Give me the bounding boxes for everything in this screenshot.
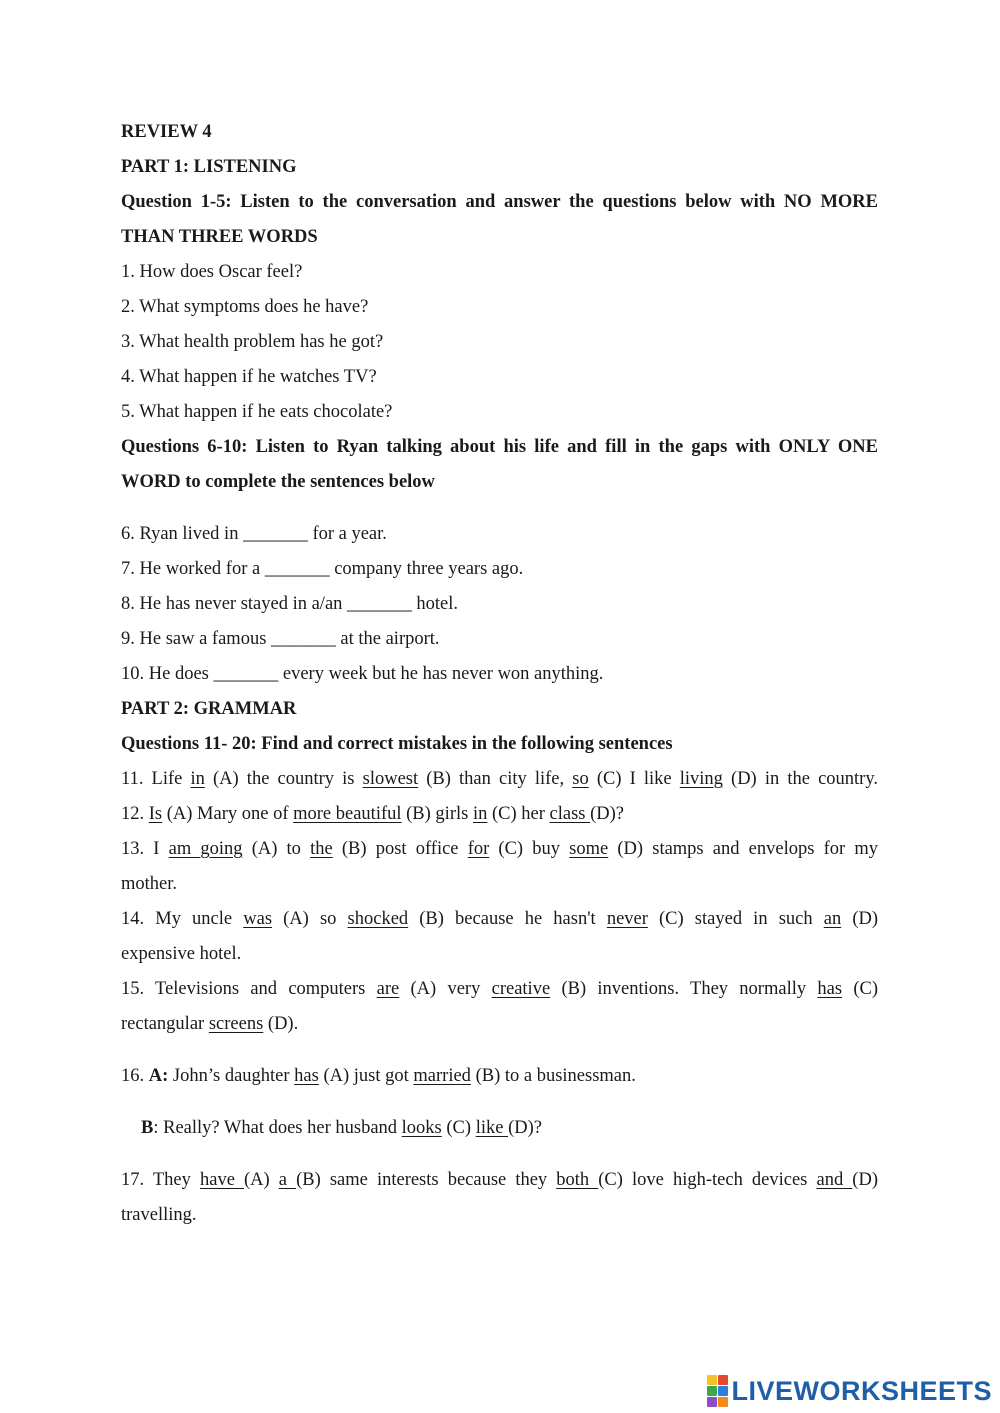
question-13: 13. I am going (A) to the (B) post office for (C) buy some (D) stamps and envelops for my — [121, 839, 878, 859]
speaker-b-label: B — [141, 1118, 154, 1138]
question-15-cont: rectangular screens (D). — [121, 1014, 299, 1034]
q12-option-d: class — [549, 804, 591, 824]
q12-option-a: Is — [148, 804, 163, 824]
question-10: 10. He does _______ every week but he has never won anything. — [121, 664, 604, 684]
q14-option-b: shocked — [347, 909, 409, 929]
q17-option-c: both — [556, 1170, 599, 1190]
question-16-a: 16. A: John’s daughter has (A) just got married (B) to a businessman. — [121, 1066, 636, 1086]
q12-option-c: in — [472, 804, 488, 824]
question-6: 6. Ryan lived in _______ for a year. — [121, 524, 387, 544]
q15-option-d: screens — [208, 1014, 264, 1034]
q6-10-instruction: Questions 6-10: Listen to Ryan talking about his life and fill in the gaps with ONLY ONE — [121, 437, 878, 457]
brand-name: LIVEWORKSHEETS — [731, 1375, 992, 1406]
question-7: 7. He worked for a _______ company three years ago. — [121, 559, 524, 579]
question-17: 17. They have (A) a (B) same interests because they both (C) love high-tech devices and (D) — [121, 1170, 878, 1190]
q16-option-c: looks — [401, 1118, 442, 1138]
question-8: 8. He has never stayed in a/an _______ hotel. — [121, 594, 459, 614]
q6-10-instruction-cont: WORD to complete the sentences below — [121, 472, 435, 492]
question-1: 1. How does Oscar feel? — [121, 262, 303, 282]
q13-option-b: the — [310, 839, 333, 859]
speaker-a-label: A: — [148, 1066, 169, 1086]
q16-option-a: has — [294, 1066, 319, 1086]
q15-option-c: has — [817, 979, 843, 999]
q14-option-c: never — [606, 909, 648, 929]
question-4: 4. What happen if he watches TV? — [121, 367, 377, 387]
question-16-b: B: Really? What does her husband looks (C) like (D)? — [141, 1118, 542, 1138]
question-11: 11. Life in (A) the country is slowest (B) than city life, so (C) I like living (D) in the country. — [121, 769, 878, 789]
q17-option-d: and — [816, 1170, 853, 1190]
worksheet-page — [121, 115, 878, 1233]
q13-option-d: some — [569, 839, 609, 859]
q13-option-a: am going — [168, 839, 243, 859]
q11-option-c: so — [572, 769, 589, 789]
question-9: 9. He saw a famous _______ at the airport. — [121, 629, 440, 649]
q14-option-d: an — [823, 909, 842, 929]
q15-option-b: creative — [491, 979, 551, 999]
q11-option-a: in — [190, 769, 205, 789]
q11-option-d: living — [679, 769, 723, 789]
q16-option-d: like — [475, 1118, 509, 1138]
q13-option-c: for — [467, 839, 490, 859]
part2-title: PART 2: GRAMMAR — [121, 699, 297, 719]
question-15: 15. Televisions and computers are (A) very creative (B) inventions. They normally has (C) — [121, 979, 878, 999]
q16-option-b: married — [413, 1066, 471, 1086]
q1-5-instruction-cont: THAN THREE WORDS — [121, 227, 318, 247]
question-5: 5. What happen if he eats chocolate? — [121, 402, 393, 422]
q12-option-b: more beautiful — [293, 804, 402, 824]
q15-option-a: are — [376, 979, 400, 999]
question-14-cont: expensive hotel. — [121, 944, 242, 964]
question-2: 2. What symptoms does he have? — [121, 297, 369, 317]
q17-option-a: have — [199, 1170, 244, 1190]
question-17-cont: travelling. — [121, 1205, 197, 1225]
question-3: 3. What health problem has he got? — [121, 332, 384, 352]
logo-blocks-icon — [707, 1375, 728, 1407]
question-13-cont: mother. — [121, 874, 178, 894]
part1-title: PART 1: LISTENING — [121, 157, 297, 177]
review-title: REVIEW 4 — [121, 122, 212, 142]
question-14: 14. My uncle was (A) so shocked (B) because he hasn't never (C) stayed in such an (D) — [121, 909, 878, 929]
q14-option-a: was — [243, 909, 273, 929]
q1-5-instruction: Question 1-5: Listen to the conversation and answer the questions below with NO MORE — [121, 192, 878, 212]
q11-option-b: slowest — [362, 769, 419, 789]
liveworksheets-logo — [707, 1373, 992, 1409]
q11-20-instruction: Questions 11- 20: Find and correct mistakes in the following sentences — [121, 734, 673, 754]
question-12: 12. Is (A) Mary one of more beautiful (B) girls in (C) her class (D)? — [121, 804, 625, 824]
q17-option-b: a — [278, 1170, 297, 1190]
